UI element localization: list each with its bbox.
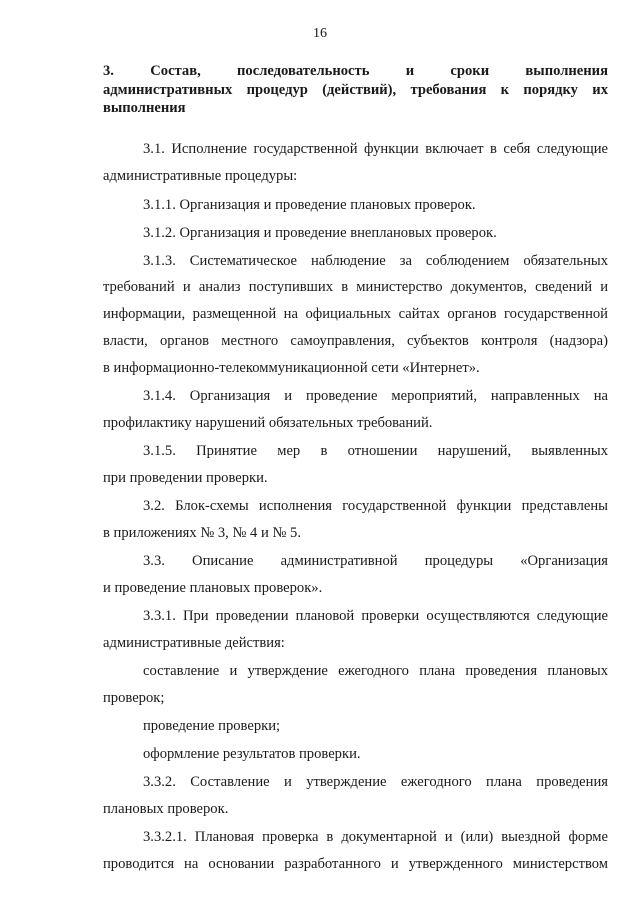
text-line: плановых проверок. <box>103 801 229 817</box>
text-line: в информационно-телекоммуникационной сети «Интернет». <box>103 360 480 376</box>
text-line: 3.3. Описание административной процедуры «Организация <box>143 553 608 569</box>
text-line: оформление результатов проверки. <box>143 746 361 762</box>
text-line: 3.1.4. Организация и проведение мероприятий, направленных на <box>143 388 608 404</box>
text-line: проводится на основании разработанного и утвержденного министерством <box>103 856 608 872</box>
text-line: 3.1.1. Организация и проведение плановых проверок. <box>143 197 476 213</box>
text-line: требований и анализ поступивших в министерство документов, сведений и <box>103 279 608 295</box>
text-line: при проведении проверки. <box>103 470 268 486</box>
section-heading <box>103 62 608 118</box>
heading-line-2: административных процедур (действий), требования к порядку их <box>103 81 608 98</box>
text-line: 3.1. Исполнение государственной функции включает в себя следующие <box>143 141 608 157</box>
heading-line-1: 3. Состав, последовательность и сроки выполнения <box>103 63 608 79</box>
text-line: проведение проверки; <box>143 718 281 734</box>
text-line: административные процедуры: <box>103 168 298 184</box>
text-line: 3.2. Блок-схемы исполнения государственной функции представлены <box>143 498 608 514</box>
text-line: 3.1.3. Систематическое наблюдение за соблюдением обязательных <box>143 253 608 269</box>
text-line: и проведение плановых проверок». <box>103 580 323 596</box>
text-line: власти, органов местного самоуправления, субъектов контроля (надзора) <box>103 333 608 349</box>
text-line: административные действия: <box>103 635 285 651</box>
page-number: 16 <box>313 26 327 41</box>
text-line: 3.3.2.1. Плановая проверка в документарной и (или) выездной форме <box>143 829 608 845</box>
text-line: в приложениях № 3, № 4 и № 5. <box>103 525 301 541</box>
text-line: профилактику нарушений обязательных требований. <box>103 415 433 431</box>
text-line: 3.1.5. Принятие мер в отношении нарушений, выявленных <box>143 443 608 459</box>
text-line: 3.3.2. Составление и утверждение ежегодного плана проведения <box>143 774 608 790</box>
text-line: составление и утверждение ежегодного плана проведения плановых <box>143 663 608 679</box>
text-line: проверок; <box>103 690 165 706</box>
text-line: 3.3.1. При проведении плановой проверки осуществляются следующие <box>143 608 608 624</box>
heading-line-3: выполнения <box>103 100 186 116</box>
text-line: 3.1.2. Организация и проведение внеплановых проверок. <box>143 225 497 241</box>
text-line: информации, размещенной на официальных сайтах органов государственной <box>103 306 608 322</box>
